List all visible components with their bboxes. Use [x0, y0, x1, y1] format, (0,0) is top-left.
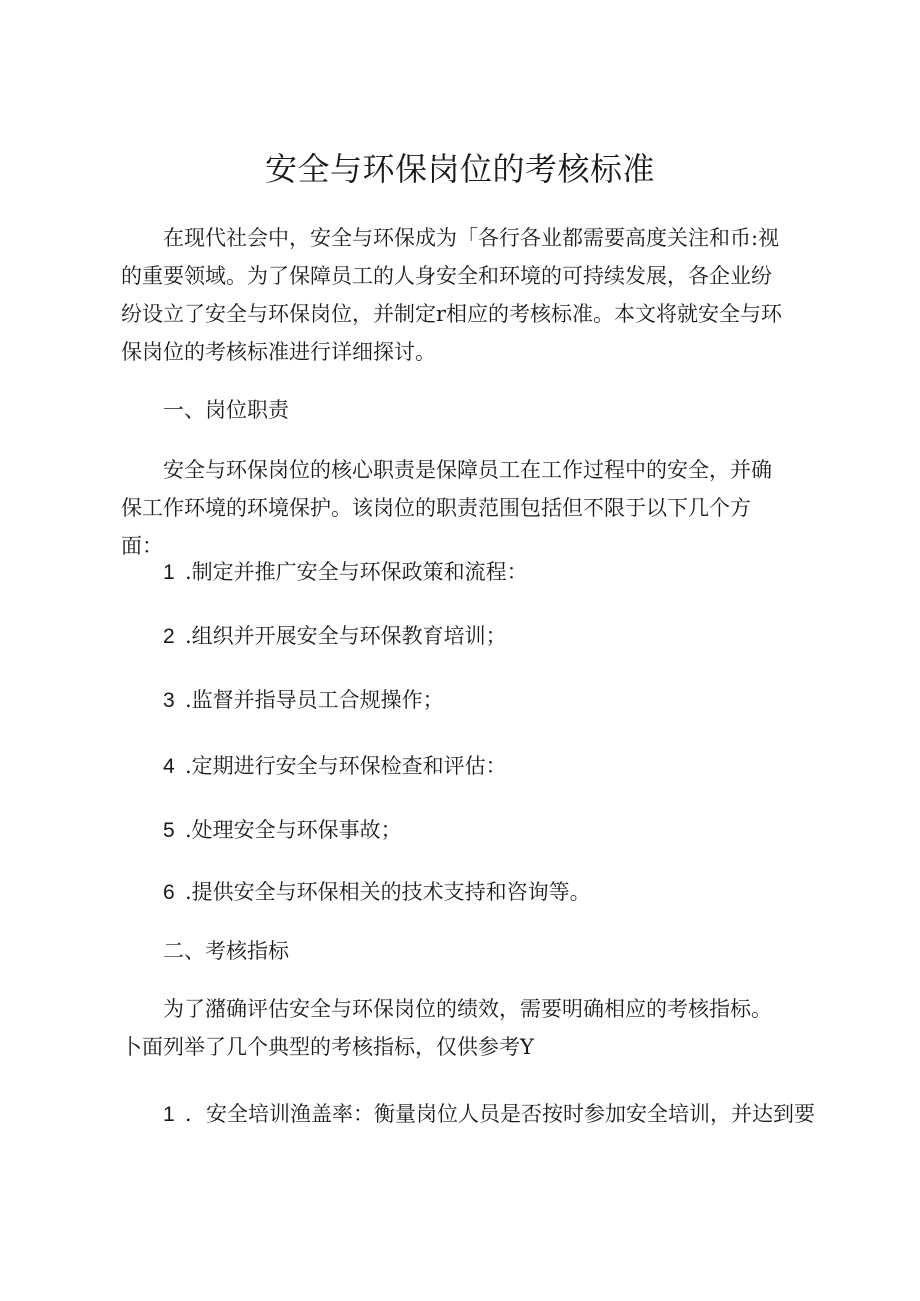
list-item-text: .制定并推广安全与环保政策和流程：	[185, 560, 528, 584]
list-item-number: 6	[163, 881, 175, 904]
list-item	[163, 557, 528, 588]
list-item	[163, 877, 591, 908]
list-item	[163, 621, 507, 652]
list-item-number: 2	[163, 625, 175, 648]
list-item-text: .处理安全与环保事故；	[185, 818, 402, 842]
section1-paragraph: 安全与环保岗位的核心职责是保障员工在工作过程中的安全，并确保工作环境的环境保护。该岗位的职责范围包括但不限于以下几个方面：	[121, 458, 772, 558]
list-item	[163, 751, 507, 782]
list-item-number: 4	[163, 755, 175, 778]
list-item-text: .组织并开展安全与环保教育培训；	[185, 624, 507, 648]
list-item	[163, 685, 444, 716]
list-item-text: ．安全培训渔盖率：衡量岗位人员是否按时参加安全培训，并达到要	[185, 1102, 815, 1126]
section2-heading: 二、考核指标	[163, 939, 289, 963]
section2-paragraph: 为了潴确评估安全与环保岗位的绩效，需要明确相应的考核指标。卜面列举了几个典型的考核指标，仅供参考Y	[121, 997, 772, 1059]
section1-heading: 一、岗位职责	[163, 398, 289, 422]
list-item-number: 3	[163, 689, 175, 712]
list-item-text: .提供安全与环保相关的技术支持和咨询等。	[185, 880, 591, 904]
list-item	[163, 815, 402, 846]
intro-paragraph: 在现代社会中，安全与环保成为「各行各业都需要高度关注和币:视的重要领域。为了保障员工的人身安全和环境的可持续发展，各企业纷纷设立了安全与环保岗位，并制定r相应的考核标准。本文将就安全与环保岗位的考核标准进行详细探讨。	[121, 226, 783, 364]
list-item	[163, 1099, 815, 1130]
list-item-number: 1	[163, 1103, 175, 1126]
list-item-number: 1	[163, 561, 175, 584]
list-item-number: 5	[163, 819, 175, 842]
list-item-text: .定期进行安全与环保检查和评估：	[185, 754, 507, 778]
list-item-text: .监督并指导员工合规操作；	[185, 688, 444, 712]
document-title: 安全与环保岗位的考核标准	[264, 150, 655, 188]
